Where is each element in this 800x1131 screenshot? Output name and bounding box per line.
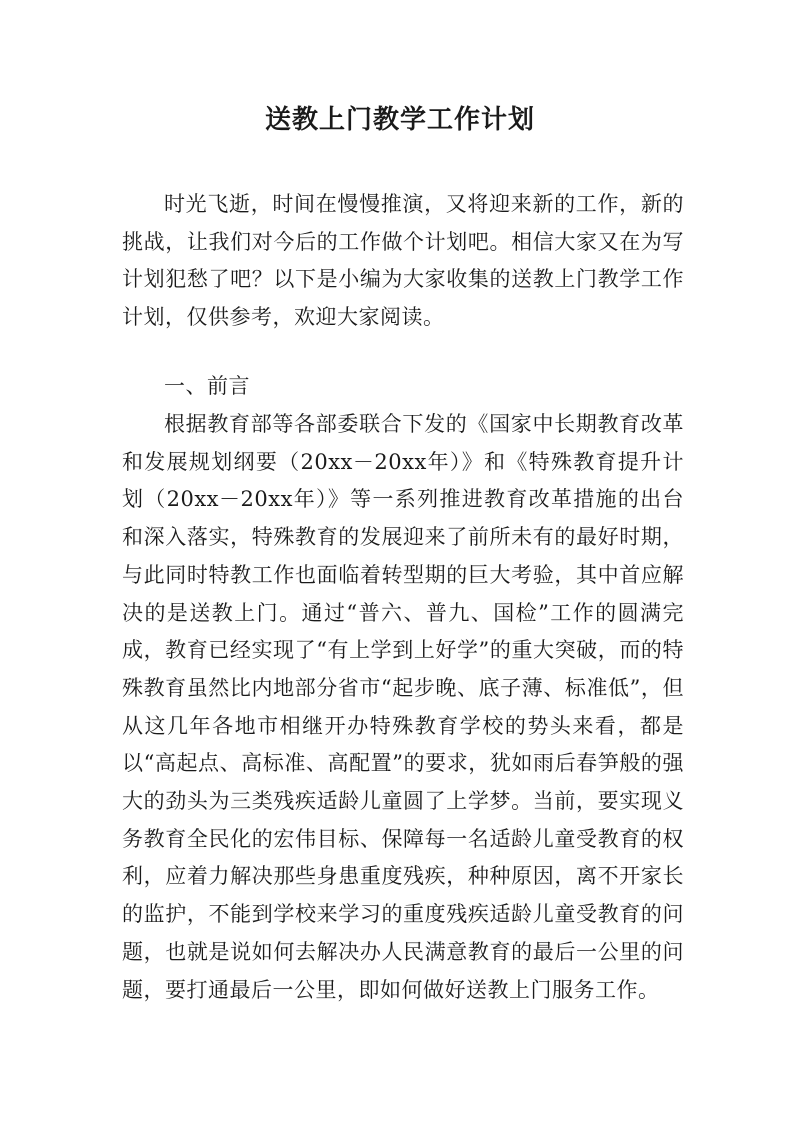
intro-paragraph: 时光飞逝，时间在慢慢推演，又将迎来新的工作，新的挑战，让我们对今后的工作做个计划吧。相信大家又在为写计划犯愁了吧？以下是小编为大家收集的送教上门教学工作计划，仅供参考，欢迎大家阅读。 bbox=[122, 192, 684, 330]
document-title: 送教上门教学工作计划 bbox=[264, 105, 535, 135]
body-paragraph: 根据教育部等各部委联合下发的《国家中长期教育改革和发展规划纲要（20xx－20xx年）》和《特殊教育提升计划（20xx－20xx年）》等一系列推进教育改革措施的出台和深入落实，特殊教育的发展迎来了前所未有的最好时期，与此同时特教工作也面临着转型期的巨大考验，其中首应解决的是送教上门。通过“普六、普九、国检”工作的圆满完成，教育已经实现了“有上学到上好学”的重大突破，而的特殊教育虽然比内地部分省市“起步晚、底子薄、标准低”，但从这几年各地市相继开办特殊教育学校的势头来看，都是以“高起点、高标准、高配置”的要求，犹如雨后春笋般的强大的劲头为三类残疾适龄儿童圆了上学梦。当前，要实现义务教育全民化的宏伟目标、保障每一名适龄儿童受教育的权利，应着力解决那些身患重度残疾，种种原因，离不开家长的监护，不能到学校来学习的重度残疾适龄儿童受教育的问题，也就是说如何去解决办人民满意教育的最后一公里的问题，要打通最后一公里，即如何做好送教上门服务工作。 bbox=[122, 412, 684, 1002]
section-heading: 一、前言 bbox=[164, 374, 250, 398]
